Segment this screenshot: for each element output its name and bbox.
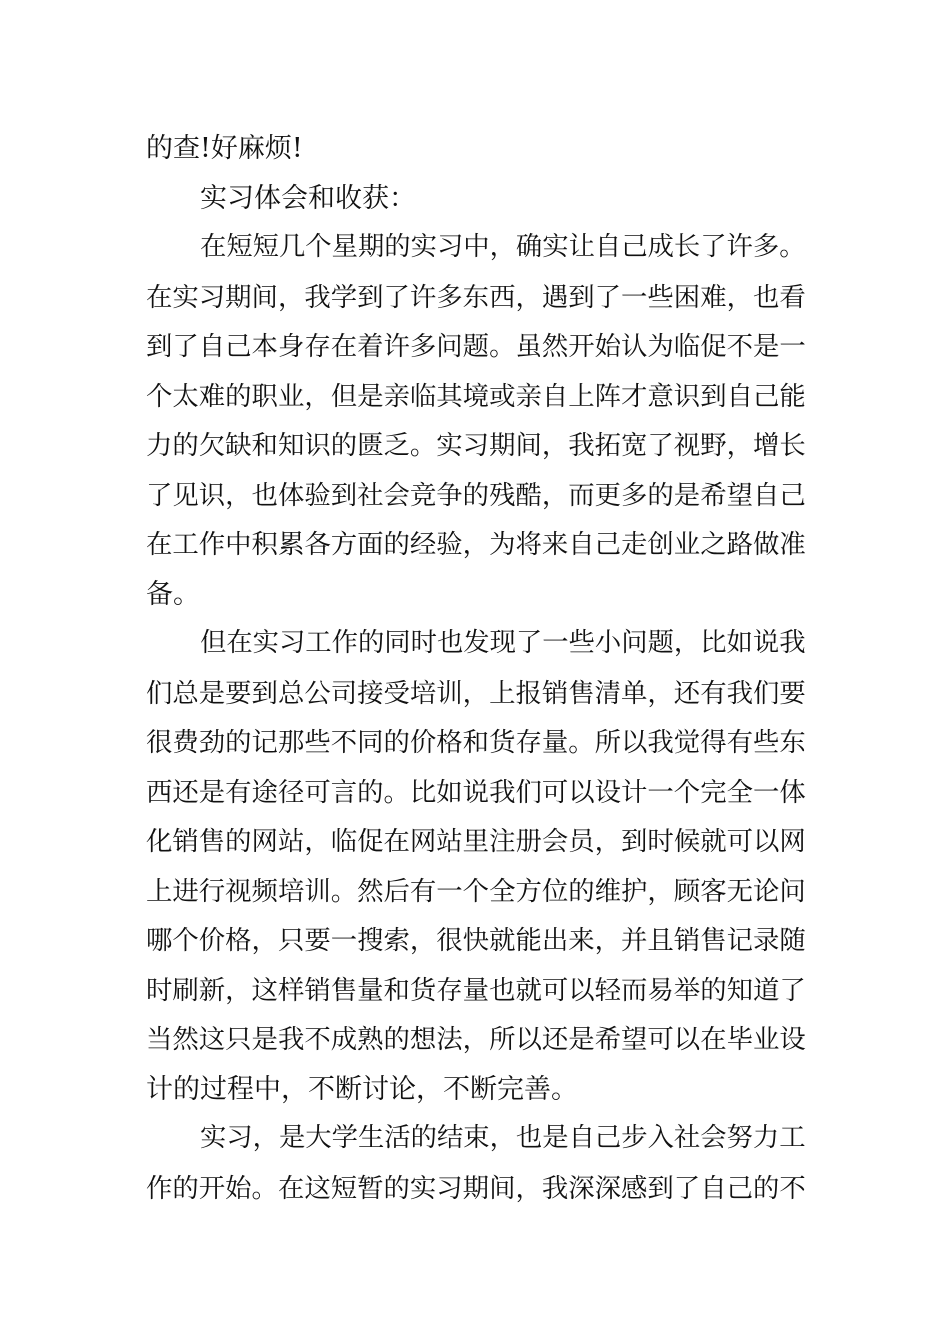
text-line: 力的欠缺和知识的匮乏。实习期间，我拓宽了视野，增长 — [146, 430, 806, 461]
text-line: 计的过程中，不断讨论，不断完善。 — [146, 1073, 578, 1105]
text-line: 在短短几个星期的实习中，确实让自己成长了许多。 — [200, 232, 806, 262]
text-line: 但在实习工作的同时也发现了一些小问题，比如说我 — [200, 628, 806, 658]
text-line: 在实习期间，我学到了许多东西，遇到了一些困难，也看 — [146, 281, 806, 313]
text-line: 实习体会和收获： — [200, 182, 416, 214]
text-line: 在工作中积累各方面的经验，为将来自己走创业之路做准 — [146, 529, 806, 560]
text-line: 西还是有途径可言的。比如说我们可以设计一个完全一体 — [146, 776, 806, 808]
text-line: 很费劲的记那些不同的价格和货存量。所以我觉得有些东 — [146, 727, 806, 758]
text-line: 个太难的职业，但是亲临其境或亲自上阵才意识到自己能 — [146, 380, 806, 412]
text-line: 的查!好麻烦! — [146, 133, 303, 164]
body-text — [146, 124, 806, 1213]
text-line: 时刷新，这样销售量和货存量也就可以轻而易举的知道了 — [146, 974, 806, 1006]
text-line: 到了自己本身存在着许多问题。虽然开始认为临促不是一 — [146, 331, 806, 362]
text-line: 实习，是大学生活的结束，也是自己步入社会努力工 — [200, 1123, 806, 1153]
text-line: 化销售的网站，临促在网站里注册会员，到时候就可以网 — [146, 826, 806, 857]
text-line: 作的开始。在这短暂的实习期间，我深深感到了自己的不 — [146, 1172, 806, 1204]
text-line: 上进行视频培训。然后有一个全方位的维护，顾客无论问 — [146, 875, 806, 907]
text-line: 了见识，也体验到社会竞争的残酷，而更多的是希望自己 — [146, 479, 806, 511]
text-line: 们总是要到总公司接受培训，上报销售清单，还有我们要 — [146, 677, 806, 709]
text-line: 备。 — [146, 578, 200, 610]
text-line: 当然这只是我不成熟的想法，所以还是希望可以在毕业设 — [146, 1024, 806, 1055]
text-line: 哪个价格，只要一搜索，很快就能出来，并且销售记录随 — [146, 925, 806, 956]
